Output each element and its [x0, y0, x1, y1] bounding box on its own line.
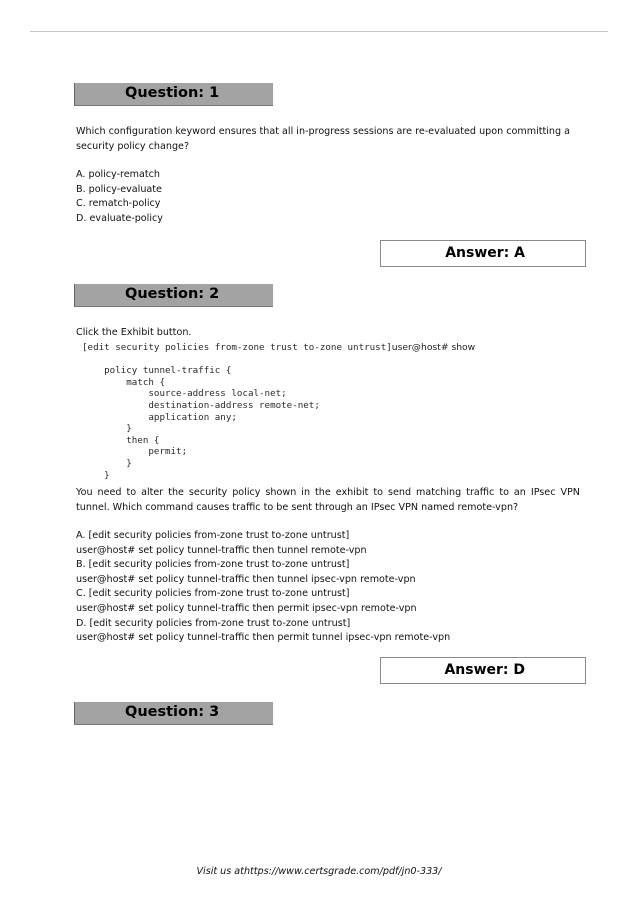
exhibit-line: [edit security policies from-zone trust to-zone untrust]	[82, 342, 392, 353]
option-c-command: user@host# set policy tunnel-traffic then permit ipsec-vpn remote-vpn	[76, 602, 417, 614]
question-1-banner	[74, 83, 273, 106]
option-c: C. [edit security policies from-zone trust to-zone untrust]	[76, 588, 350, 600]
header-rule	[30, 31, 608, 32]
option-a: A. [edit security policies from-zone trust to-zone untrust]	[76, 530, 350, 541]
answer-2-box	[380, 657, 586, 684]
question-2-prompt-text: You need to alter the security policy shown in the exhibit to send matching traffic to an IPsec VPN tunnel. Which command causes traffic to be sent through an IPsec VPN named remote-vpn?	[76, 487, 580, 513]
question-1-prompt	[76, 125, 580, 154]
question-1-heading: Question: 1	[125, 85, 220, 101]
exhibit-line: }	[104, 423, 132, 435]
question-1-options	[76, 168, 580, 226]
exhibit-line: source-address local-net;	[104, 388, 287, 400]
answer-1-label: Answer: A	[445, 245, 525, 261]
option-b: B. [edit security policies from-zone trust to-zone untrust]	[76, 559, 350, 571]
option-a-command: user@host# set policy tunnel-traffic then tunnel remote-vpn	[76, 544, 367, 556]
exhibit-line: }	[104, 457, 132, 469]
option-c: C. rematch-policy	[76, 198, 161, 210]
question-2-intro	[76, 326, 580, 341]
option-b-command: user@host# set policy tunnel-traffic then tunnel ipsec-vpn remote-vpn	[76, 573, 416, 585]
exhibit-image	[82, 342, 494, 480]
option-d-command: user@host# set policy tunnel-traffic then permit tunnel ipsec-vpn remote-vpn	[76, 632, 451, 644]
exhibit-line: application any;	[104, 411, 237, 423]
option-d: D. [edit security policies from-zone trust to-zone untrust]	[76, 617, 351, 629]
exhibit-line: }	[104, 469, 110, 481]
option-b: B. policy-evaluate	[76, 183, 162, 195]
answer-2-label: Answer: D	[444, 662, 525, 678]
exhibit-line: match {	[104, 376, 165, 388]
exhibit-instruction: Click the Exhibit button.	[76, 327, 192, 338]
exhibit-line: destination-address remote-net;	[104, 399, 320, 411]
question-2-prompt	[76, 486, 580, 515]
exhibit-prompt: user@host# show	[391, 342, 476, 353]
exhibit-line: policy tunnel-traffic {	[104, 365, 232, 377]
answer-1-box	[380, 240, 586, 267]
exhibit-line: then {	[104, 434, 160, 446]
question-3-heading: Question: 3	[125, 704, 220, 720]
question-2-options	[76, 529, 580, 646]
option-d: D. evaluate-policy	[76, 212, 163, 224]
footer-link[interactable]: Visit us athttps://www.certsgrade.com/pdf/jn0-333/	[196, 866, 442, 877]
question-2-banner	[74, 284, 273, 307]
question-3-banner	[74, 702, 273, 725]
question-2-heading: Question: 2	[125, 286, 220, 302]
option-a: A. policy-rematch	[76, 169, 161, 180]
question-1-prompt-line: Which configuration keyword ensures that all in-progress sessions are re-evaluated upon committing a	[76, 126, 571, 137]
exhibit-line: permit;	[104, 446, 188, 458]
question-1-prompt-line: security policy change?	[76, 140, 190, 152]
